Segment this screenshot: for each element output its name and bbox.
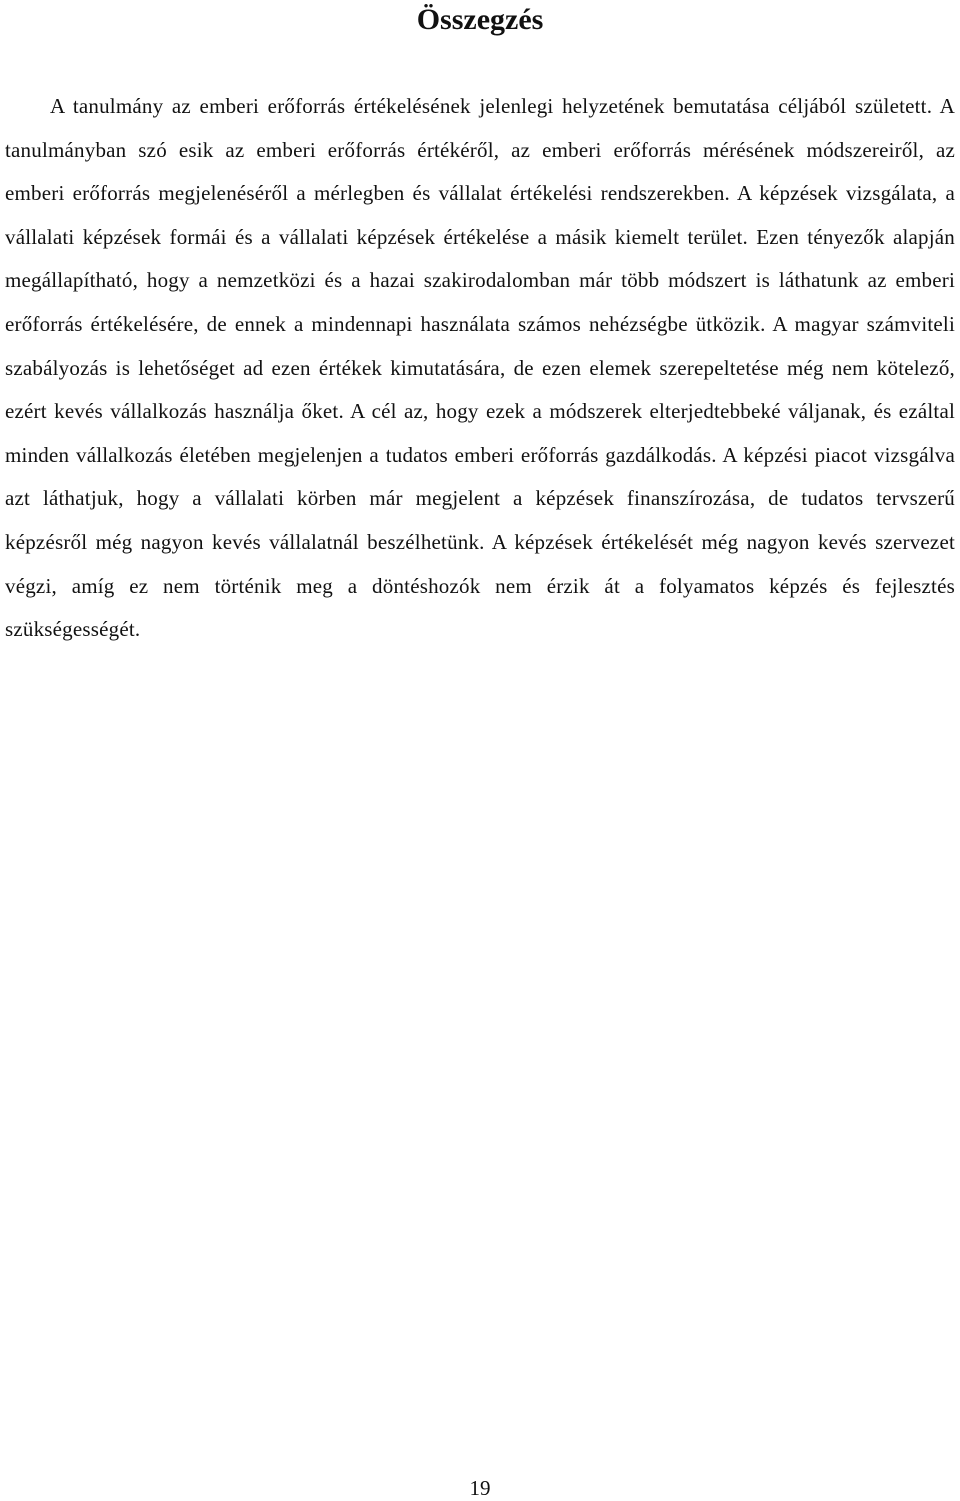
page-title: Összegzés bbox=[416, 3, 544, 36]
page-number: 19 bbox=[469, 1476, 491, 1500]
summary-paragraph: A tanulmány az emberi erőforrás értékelésének jelenlegi helyzetének bemutatása céljából született. A tanulmányban szó esik az emberi erőforrás értékéről, az emberi erőforrás mérésének módszereiről, az emberi erőforrás megjelenéséről a mérlegben és vállalat értékelési rendszerekben. A képzések vizsgálata, a vállalati képzések formái és a vállalati képzések értékelése a másik kiemelt terület. Ezen tényezők alapján megállapítható, hogy a nemzetközi és a hazai szakirodalomban már több módszert is láthatunk az emberi erőforrás értékelésére, de ennek a mindennapi használata számos nehézségbe ütközik. A magyar számviteli szabályozás is lehetőséget ad ezen értékek kimutatására, de ezen elemek szerepeltetése még nem kötelező, ezért kevés vállalkozás használja őket. A cél az, hogy ezek a módszerek elterjedtebbeké váljanak, és ezáltal minden vállalkozás életében megjelenjen a tudatos emberi erőforrás gazdálkodás. A képzési piacot vizsgálva azt láthatjuk, hogy a vállalati körben már megjelent a képzések finanszírozása, de tudatos tervszerű képzésről még nagyon kevés vállalatnál beszélhetünk. A képzések értékelését még nagyon kevés szervezet végzi, amíg ez nem történik meg a döntéshozók nem érzik át a folyamatos képzés és fejlesztés szükségességét. bbox=[5, 94, 955, 642]
